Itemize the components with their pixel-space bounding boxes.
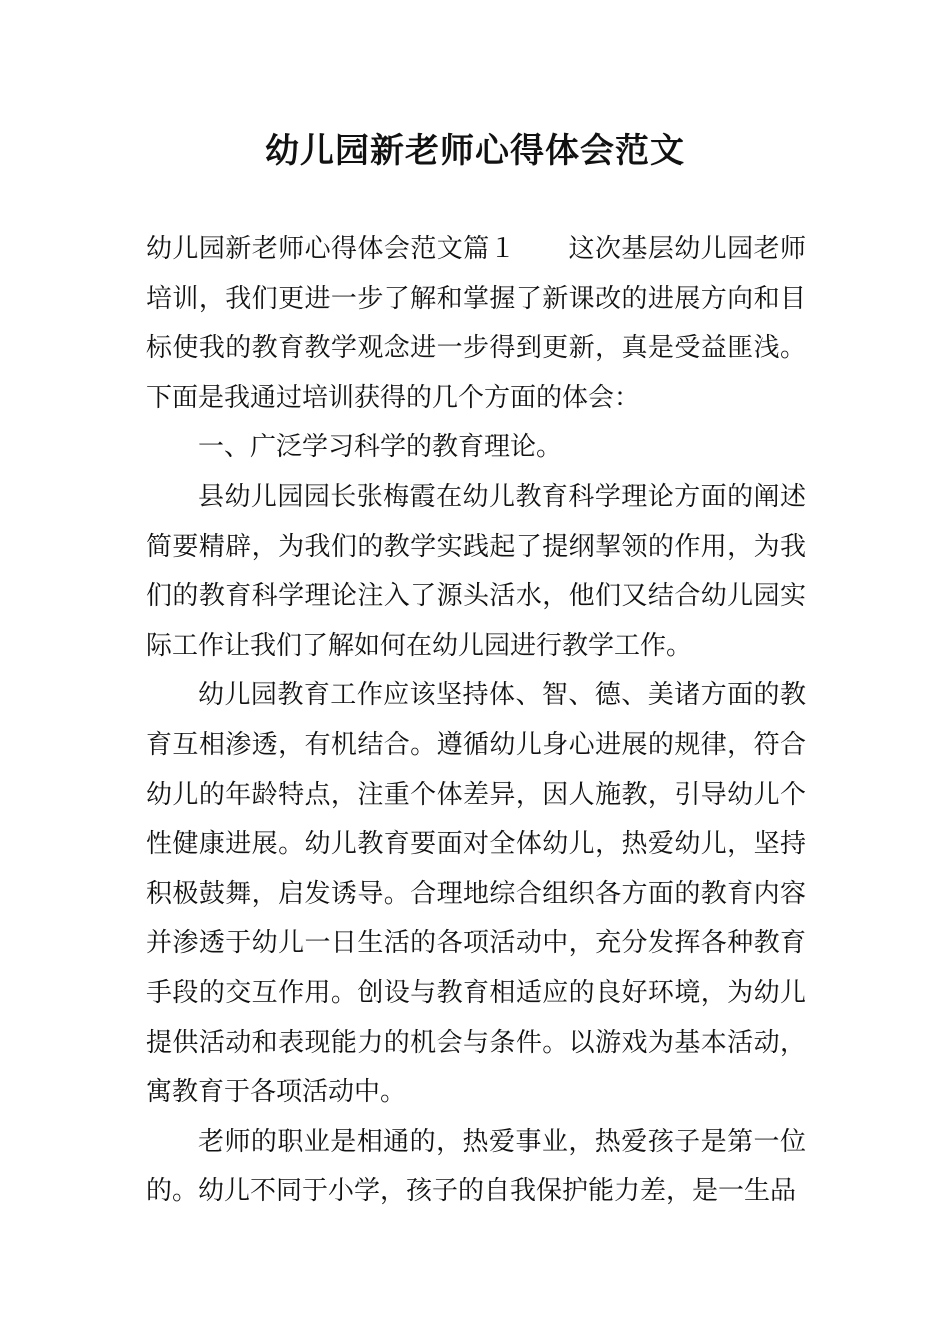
paragraph: 老师的职业是相通的，热爱事业，热爱孩子是第一位的。幼儿不同于小学，孩子的自我保护能力差，是一生品 [146, 1126, 806, 1207]
paragraph-intro [146, 225, 806, 423]
paragraph: 一、广泛学习科学的教育理论。 [198, 432, 563, 463]
document-body [146, 225, 806, 1217]
paragraph-text: 这次基层幼儿园老师培训，我们更进一步了解和掌握了新课改的进展方向和目标使我的教育教学观念进一步得到更新，真是受益匪浅。下面是我通过培训获得的几个方面的体会： [146, 234, 806, 413]
paragraph: 幼儿园教育工作应该坚持体、智、德、美诸方面的教育互相渗透，有机结合。遵循幼儿身心进展的规律，符合幼儿的年龄特点，注重个体差异，因人施教，引导幼儿个性健康进展。幼儿教育要面对全体幼儿，热爱幼儿，坚持积极鼓舞，启发诱导。合理地综合组织各方面的教育内容并渗透于幼儿一日生活的各项活动中，充分发挥各种教育手段的交互作用。创设与教育相适应的良好环境，为幼儿提供活动和表现能力的机会与条件。以游戏为基本活动，寓教育于各项活动中。 [146, 680, 806, 1108]
section-heading: 幼儿园新老师心得体会范文篇１ [146, 234, 517, 264]
document-title: 幼儿园新老师心得体会范文 [265, 131, 685, 171]
paragraph: 县幼儿园园长张梅霞在幼儿教育科学理论方面的阐述简要精辟，为我们的教学实践起了提纲挈领的作用，为我们的教育科学理论注入了源头活水，他们又结合幼儿园实际工作让我们了解如何在幼儿园进行教学工作。 [146, 481, 806, 661]
